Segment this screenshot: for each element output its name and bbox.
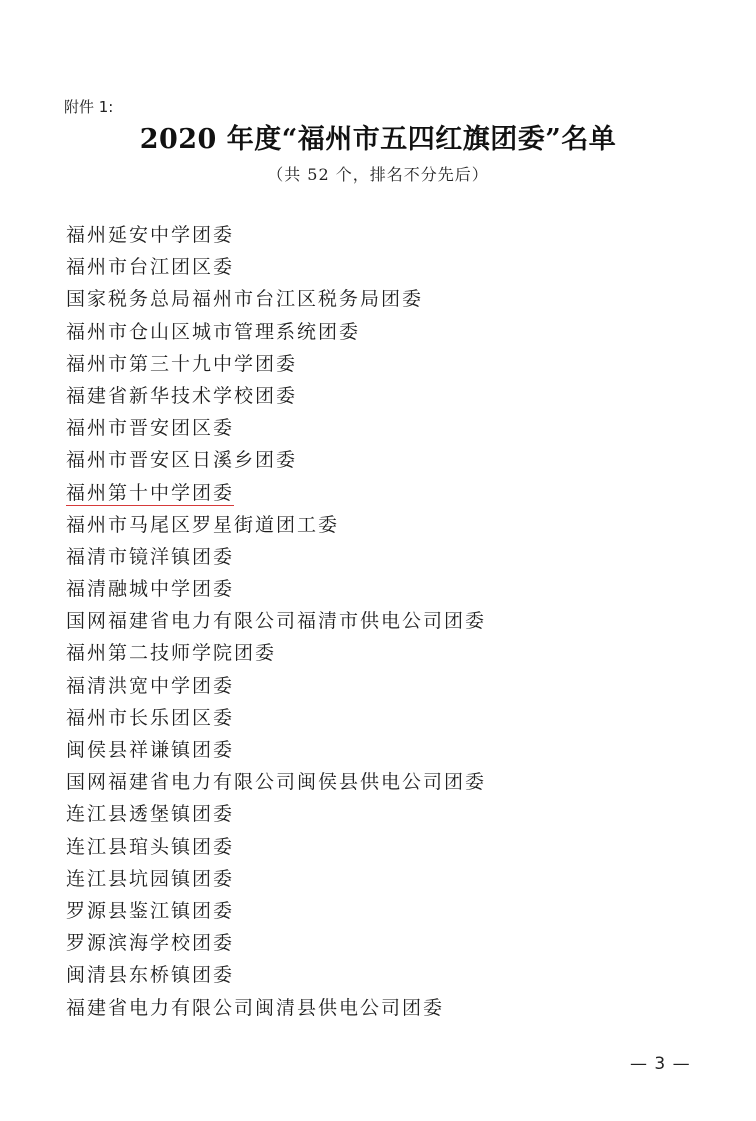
list-item: 国网福建省电力有限公司闽侯县供电公司团委 xyxy=(66,771,487,794)
list-item-underlined: 福州第十中学团委 xyxy=(66,481,235,504)
list-item: 罗源滨海学校团委 xyxy=(66,932,235,955)
list-item: 福清市镜洋镇团委 xyxy=(66,545,235,568)
list-item: 国家税务总局福州市台江区税务局团委 xyxy=(66,288,424,311)
list-item: 福清洪宽中学团委 xyxy=(66,674,235,697)
list-item: 福州市仓山区城市管理系统团委 xyxy=(66,320,361,343)
attachment-label: 附件 1: xyxy=(64,98,114,116)
list-item: 福建省电力有限公司闽清县供电公司团委 xyxy=(66,996,445,1019)
organization-list xyxy=(66,219,486,1024)
list-item: 福州市马尾区罗星街道团工委 xyxy=(66,513,340,536)
document-title: 2020 年度“福州市五四红旗团委”名单 xyxy=(139,124,617,155)
list-item: 国网福建省电力有限公司福清市供电公司团委 xyxy=(66,610,487,633)
list-item: 连江县琯头镇团委 xyxy=(66,835,235,858)
list-item: 福州市第三十九中学团委 xyxy=(66,352,298,375)
list-item: 福州第二技师学院团委 xyxy=(66,642,277,665)
list-item: 福建省新华技术学校团委 xyxy=(66,384,298,407)
list-item: 福州市台江团区委 xyxy=(66,256,235,279)
page-number: — 3 — xyxy=(630,1054,691,1074)
list-item: 罗源县鉴江镇团委 xyxy=(66,899,235,922)
list-item: 福州市晋安团区委 xyxy=(66,417,235,440)
document-subtitle: （共 52 个，排名不分先后） xyxy=(267,165,489,184)
list-item: 福州延安中学团委 xyxy=(66,224,235,246)
list-item: 福州市晋安区日溪乡团委 xyxy=(66,449,298,472)
list-item: 福州市长乐团区委 xyxy=(66,706,235,729)
list-item: 福清融城中学团委 xyxy=(66,578,235,601)
list-item: 连江县透堡镇团委 xyxy=(66,803,235,826)
list-item: 闽清县东桥镇团委 xyxy=(66,964,235,987)
list-item: 闽侯县祥谦镇团委 xyxy=(66,739,235,761)
list-item: 连江县坑园镇团委 xyxy=(66,867,235,890)
